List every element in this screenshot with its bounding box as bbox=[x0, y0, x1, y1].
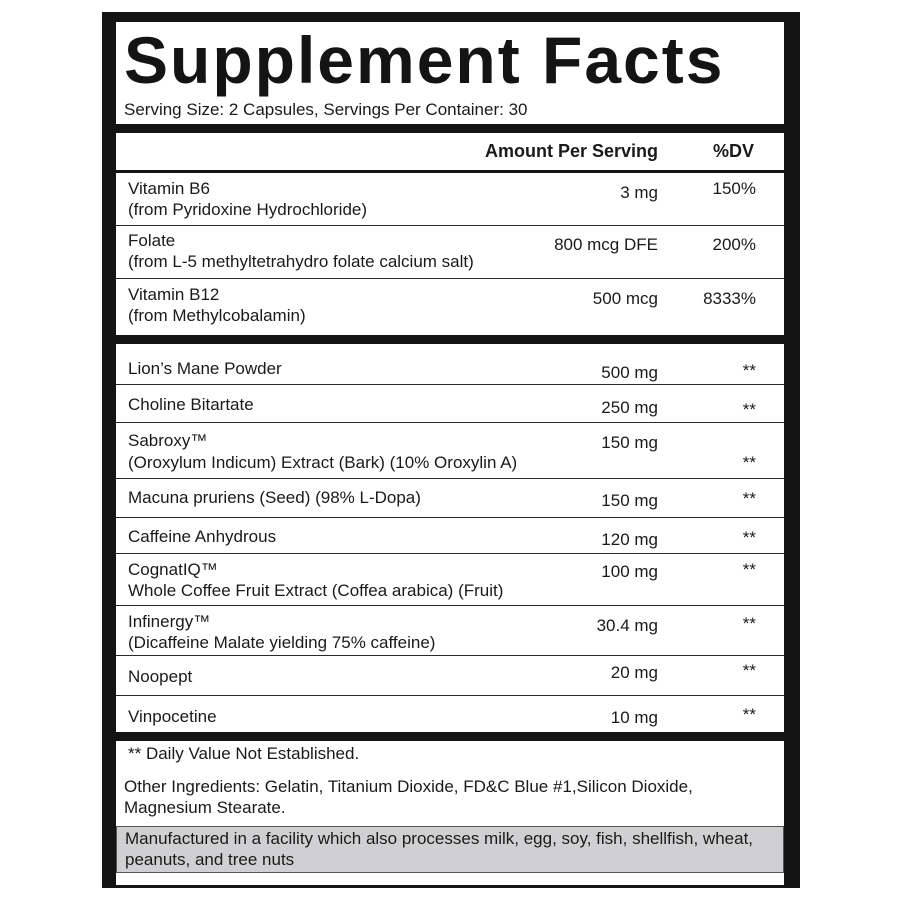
ingredient-dv: ** bbox=[742, 661, 756, 680]
allergen-notice: Manufactured in a facility which also processes milk, egg, soy, fish, shellfish, wheat, peanuts, and tree nuts bbox=[116, 826, 784, 873]
vitamin-section bbox=[116, 173, 784, 335]
ingredient-name: Vitamin B12 bbox=[128, 285, 220, 304]
ingredient-amount: 500 mg bbox=[601, 363, 658, 382]
thick-divider bbox=[116, 732, 784, 741]
ingredient-dv: 8333% bbox=[703, 289, 756, 308]
ingredient-name: Choline Bitartate bbox=[128, 395, 254, 414]
ingredient-amount: 30.4 mg bbox=[596, 616, 658, 635]
table-row bbox=[116, 344, 784, 385]
ingredient-name: Vitamin B6 bbox=[128, 179, 210, 198]
table-row bbox=[116, 696, 784, 732]
table-row bbox=[116, 518, 784, 554]
ingredient-name: Infinergy™ bbox=[128, 612, 211, 631]
ingredient-name: Vinpocetine bbox=[128, 707, 217, 726]
ingredient-section bbox=[116, 344, 784, 732]
thick-divider bbox=[116, 124, 784, 133]
ingredient-amount: 20 mg bbox=[610, 663, 658, 682]
daily-value-footnote: ** Daily Value Not Established. bbox=[128, 744, 360, 763]
ingredient-source: (from L-5 methyltetrahydro folate calcium salt) bbox=[128, 252, 474, 271]
ingredient-dv: 150% bbox=[712, 179, 756, 198]
facts-table bbox=[116, 124, 784, 741]
other-ingredients: Other Ingredients: Gelatin, Titanium Dioxide, FD&C Blue #1,Silicon Dioxide, Magnesium Stearate. bbox=[124, 777, 693, 817]
ingredient-dv: ** bbox=[742, 453, 756, 472]
ingredient-dv: ** bbox=[742, 361, 756, 380]
label-title: Supplement Facts bbox=[124, 23, 725, 97]
ingredient-dv: ** bbox=[742, 528, 756, 547]
thick-divider bbox=[116, 335, 784, 344]
table-row bbox=[116, 423, 784, 479]
ingredient-name: Lion’s Mane Powder bbox=[128, 359, 282, 378]
table-row bbox=[116, 173, 784, 226]
ingredient-amount: 500 mcg bbox=[592, 289, 658, 308]
ingredient-source: (from Methylcobalamin) bbox=[128, 306, 306, 325]
ingredient-amount: 10 mg bbox=[610, 708, 658, 727]
ingredient-name: Folate bbox=[128, 231, 176, 250]
dv-header: %DV bbox=[712, 141, 754, 161]
table-row bbox=[116, 279, 784, 335]
ingredient-dv: ** bbox=[742, 614, 756, 633]
ingredient-name: Macuna pruriens (Seed) (98% L-Dopa) bbox=[128, 488, 421, 507]
ingredient-amount: 250 mg bbox=[601, 398, 658, 417]
ingredient-dv: ** bbox=[742, 705, 756, 724]
ingredient-amount: 3 mg bbox=[620, 183, 658, 202]
table-row bbox=[116, 554, 784, 606]
table-row bbox=[116, 606, 784, 656]
ingredient-amount: 120 mg bbox=[601, 530, 658, 549]
ingredient-amount: 150 mg bbox=[601, 433, 658, 452]
amount-header: Amount Per Serving bbox=[484, 141, 658, 161]
ingredient-dv: ** bbox=[742, 489, 756, 508]
table-header bbox=[116, 133, 784, 173]
ingredient-name: CognatIQ™ bbox=[128, 560, 218, 579]
table-row bbox=[116, 479, 784, 518]
ingredient-amount: 800 mcg DFE bbox=[554, 235, 658, 254]
serving-info: Serving Size: 2 Capsules, Servings Per Container: 30 bbox=[124, 100, 528, 119]
ingredient-dv: 200% bbox=[712, 235, 756, 254]
ingredient-detail: (Oroxylum Indicum) Extract (Bark) (10% Oroxylin A) bbox=[128, 453, 518, 472]
ingredient-name: Caffeine Anhydrous bbox=[128, 527, 277, 546]
ingredient-amount: 150 mg bbox=[601, 491, 658, 510]
ingredient-source: (from Pyridoxine Hydrochloride) bbox=[128, 200, 368, 219]
ingredient-name: Noopept bbox=[128, 667, 193, 686]
ingredient-name: Sabroxy™ bbox=[128, 431, 208, 450]
ingredient-detail: (Dicaffeine Malate yielding 75% caffeine) bbox=[128, 633, 436, 652]
ingredient-dv: ** bbox=[742, 560, 756, 579]
ingredient-amount: 100 mg bbox=[601, 562, 658, 581]
ingredient-dv: ** bbox=[742, 400, 756, 419]
table-row bbox=[116, 656, 784, 696]
ingredient-detail: Whole Coffee Fruit Extract (Coffea arabica) (Fruit) bbox=[128, 581, 504, 600]
table-row bbox=[116, 226, 784, 279]
table-row bbox=[116, 385, 784, 423]
